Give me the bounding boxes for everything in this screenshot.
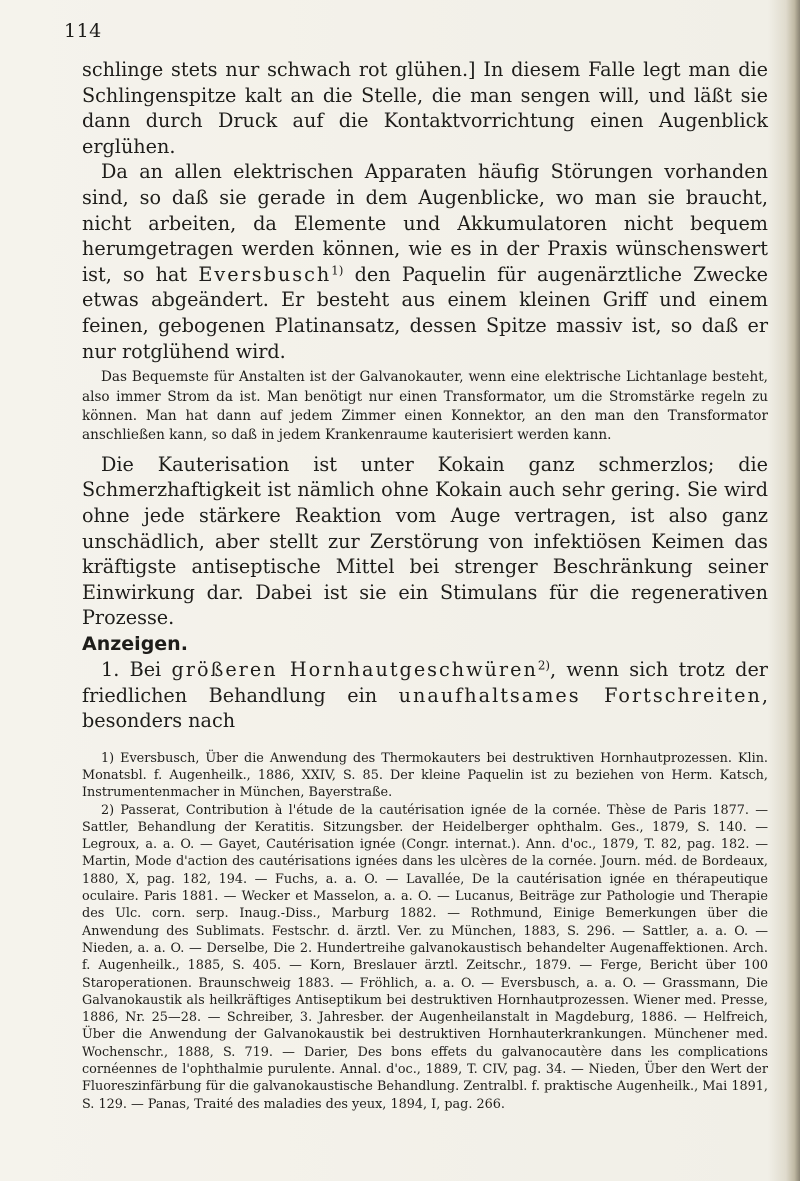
paragraph-2-end: den Paquelin für augenärztliche Zwecke etwas abgeändert. Er besteht aus einem kleinen Griff und einem feinen, gebogenen Platinansatz, dessen Spitze massiv ist, so daß er nur rotglühend wird. <box>82 262 769 363</box>
footnotes <box>82 750 768 1113</box>
paragraph-4-middle: , wenn sich trotz der friedlichen Behandlung ein <box>82 657 768 707</box>
paragraph-4 <box>82 657 768 734</box>
footnote-2: 2) Passerat, Contribution à l'étude de la cautérisation ignée de la cornée. Thèse de Paris 1877. — Sattler, Behandlung der Keratitis. Sitzungsber. der Heidelberger ophthalm. Ges., 1879, S. 140. — Legroux, a. a. O. — Gayet, Cautérisation ignée (Congr. internat.). Ann. d'oc., 1879, T. 82, pag. 182. — Martin, Mode d'action des cautérisations ignées dans les ulcères de la cornée. Journ. méd. de Bordeaux, 1880, X, pag. 182, 194. — Fuchs, a. a. O. — Lavallée, De la cautérisation ignée en thérapeutique oculaire. Paris 1881. — Wecker et Masselon, a. a. O. — Lucanus, Beiträge zur Pathologie und Therapie des Ulc. corn. serp. Inaug.-Diss., Marburg 1882. — Rothmund, Einige Bemerkungen über die Anwendung des Sublimats. Festschr. d. ärztl. Ver. zu München, 1883, S. 296. — Sattler, a. a. O. — Nieden, a. a. O. — Derselbe, Die 2. Hundertreihe galvanokaustisch behandelter Augenaffektionen. Arch. f. Augenheilk., 1885, S. 405. — Korn, Breslauer ärztl. Zeitschr., 1879. — Ferge, Bericht über 100 Staroperationen. Braunschweig 1883. — Fröhlich, a. a. O. — Eversbusch, a. a. O. — Grassmann, Die Galvanokaustik als heilkräftiges Antiseptikum bei destruktiven Hornhautprozessen. Wiener med. Presse, 1886, Nr. 25—28. — Schreiber, 3. Jahresber. der Augenheilanstalt in Magdeburg, 1886. — Helfreich, Über die Anwendung der Galvanokaustik bei destruktiven Hornhauterkrankungen. Münchener med. Wochenschr., 1888, S. 719. — Darier, Des bons effets du galvanocautère dans les complications cornéennes de l'ophthalmie purulente. Annal. d'oc., 1889, T. CIV, pag. 34. — Nieden, Über den Wert der Fluoreszinfärbung für die galvanokaustische Behandlung. Zentralbl. f. praktische Augenheilk., Mai 1891, S. 129. — Panas, Traité des maladies des yeux, 1894, I, pag. 266. <box>82 802 768 1112</box>
section-heading: Anzeigen. <box>82 632 188 655</box>
spaced-term-2: unaufhaltsames Fortschreiten <box>398 683 762 707</box>
page-edge-shadow <box>786 0 800 1181</box>
paragraph-2-start: Da an allen elektrischen Apparaten häufig Störungen vorhanden sind, so daß sie gerade in dem Augenblicke, wo man sie braucht, nicht arbeiten, da Elemente und Akkumulatoren nicht bequem herumgetragen werden können, wie es in der Praxis wünschenswert ist, so hat <box>82 160 768 286</box>
main-text <box>82 57 768 364</box>
paragraph-4-end: , besonders nach <box>82 683 769 733</box>
footnote-1: 1) Eversbusch, Über die Anwendung des Thermokauters bei destruktiven Hornhautprozessen. Klin. Monatsbl. f. Augenheilk., 1886, XXIV, S. 85. Der kleine Paquelin ist zu beziehen von Herm. Katsch, Instrumentenmacher in München, Bayerstraße. <box>82 750 768 801</box>
footnote-ref-1: 1) <box>331 263 344 278</box>
page-number: 114 <box>64 20 102 42</box>
footnote-ref-2: 2) <box>537 658 551 673</box>
main-text-2 <box>82 452 768 734</box>
author-name-eversbusch: Eversbusch <box>198 262 332 286</box>
paragraph-4-start: 1. Bei <box>101 657 172 681</box>
small-print-note <box>82 368 768 446</box>
paragraph-2 <box>82 159 768 364</box>
spaced-term-1: größeren Hornhautgeschwüren <box>171 657 538 681</box>
paragraph-3: Die Kauterisation ist unter Kokain ganz schmerzlos; die Schmerzhaftigkeit ist nämlich ohne Kokain auch sehr gering. Sie wird ohne jede stärkere Reaktion vom Auge vertragen, ist also ganz unschädlich, aber stellt zur Zerstörung von infektiösen Keimen das kräftigste antiseptische Mittel bei strenger Beschränkung seiner Einwirkung dar. Dabei ist sie ein Stimulans für die regenerativen Prozesse. <box>82 452 768 630</box>
paragraph-1: schlinge stets nur schwach rot glühen.] In diesem Falle legt man die Schlingenspitze kalt an die Stelle, die man sengen will, und läßt sie dann durch Druck auf die Kontaktvorrichtung einen Augenblick erglühen. <box>82 58 768 158</box>
body-text <box>82 57 768 1113</box>
small-paragraph: Das Bequemste für Anstalten ist der Galvanokauter, wenn eine elektrische Lichtanlage besteht, also immer Strom da ist. Man benötigt nur einen Transformator, um die Stromstärke regeln zu können. Man hat dann auf jedem Zimmer einen Konnektor, an den man den Transformator anschließen kann, so daß in jedem Krankenraume kauterisiert werden kann. <box>82 369 768 444</box>
